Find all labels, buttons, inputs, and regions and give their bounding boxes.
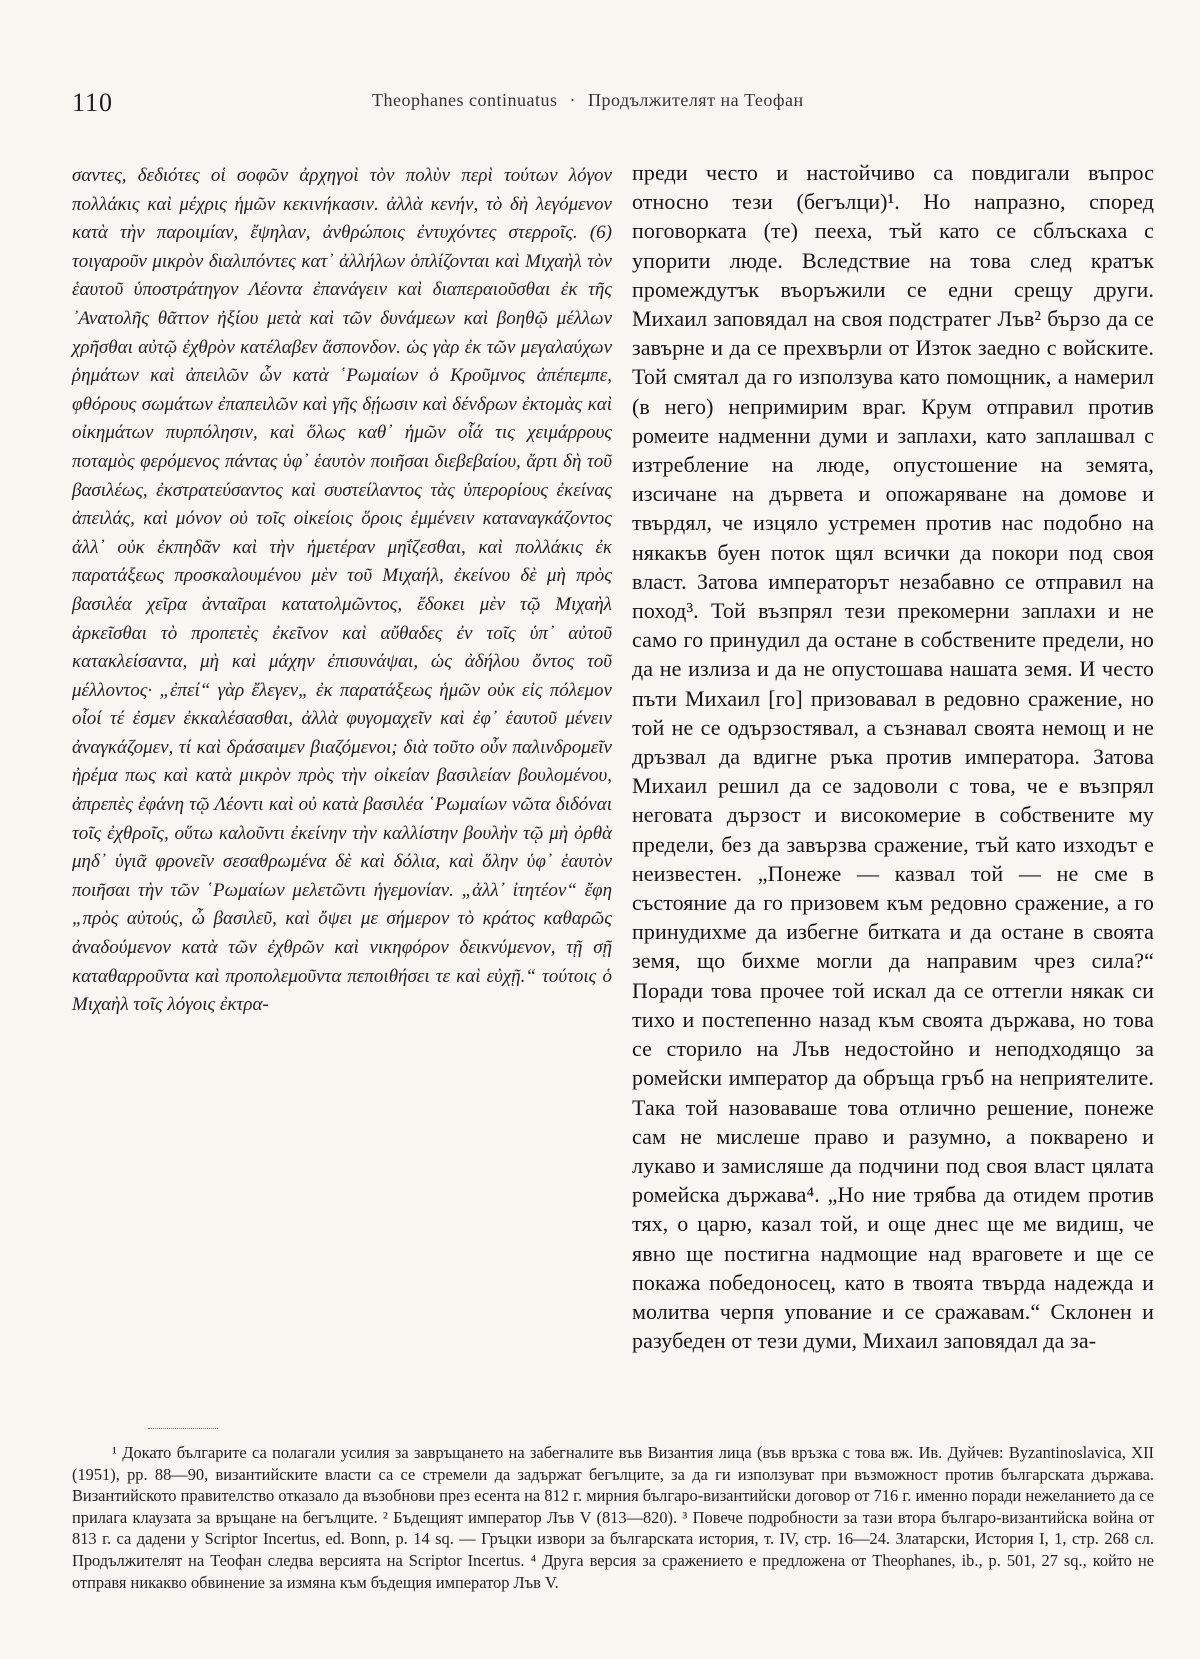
running-title-latin: Theophanes continuatus [372,90,558,110]
greek-original-column [72,162,612,1020]
footnotes-text: ¹ Докато българите са полагали усилия за завръщането на забегналите във Византия лица (във връзка с това вж. Ив. Дуйчев: Byzantinoslavica, XII (1951), pp. 88—90, византийските власти са се стремели да задържат бегълците, за да ги използуват при възможност против българската държава. Византийското правителство отказало да възобнови през есента на 812 г. мирния българо-византийски договор от 716 г. именно поради нежеланието да се прилага клаузата за връщане на бегълците. ² Бъдещият император Лъв V (813—820). ³ Повече подробности за тази втора българо-византийска война от 813 г. са дадени у Scriptor Incertus, ed. Bonn, p. 14 sq. — Гръцки извори за българската история, т. IV, стр. 16—24. Златарски, История I, 1, стр. 268 сл. Продължителят на Теофан следва версията на Scriptor Incertus. ⁴ Друга версия за сражението е предложена от Theophanes, ib., p. 501, 27 sq., който не отправя никакво обвинение за измяна към бъдещия император Лъв V. [72,1443,1154,1592]
title-separator: · [569,90,576,110]
bulgarian-translation-column [632,158,1154,1355]
greek-paragraph: σαντες, δεδιότες οἱ σοφῶν ἀρχηγοὶ τὸν πολὺν περὶ τούτων λόγον πολλάκις καὶ μέχρις ἡμῶν κεκινήκασιν. ἀλλὰ κενήν, τὸ δὴ λεγόμενον κατὰ τὴν παροιμίαν, ἔψηλαν, ἀνθρώποις ἐντυχόντες στερροῖς. (6) τοιγαροῦν μικρὸν διαλιπόντες κατ᾽ ἀλλήλων ὁπλίζονται καὶ Μιχαὴλ τὸν ἑαυτοῦ ὑποστράτηγον Λέοντα ἐπανάγειν καὶ διαπεραιοῦσθαι ἐκ τῆς ᾽Ανατολῆς θᾶττον ἠξίου μετὰ καὶ τῶν δυνάμεων καὶ βοηθῷ μέλλων χρῆσθαι αὐτῷ ἐχθρὸν κατέλαβεν ἄσπονδον. ὡς γὰρ ἐκ τῶν μεγαλαύχων ῥημάτων καὶ ἀπειλῶν ὧν κατὰ ῾Ρωμαίων ὁ Κροῦμνος ἀπέπεμπε, φθόρους σωμάτων ἐπαπειλῶν καὶ γῆς δῄωσιν καὶ δένδρων ἐκτομὰς καὶ οἰκημάτων πυρπόλησιν, καὶ ὅλως καθ᾽ ἡμῶν οἷά τις χειμάρρους ποταμὸς φερόμενος πάντας ὑφ᾽ ἑαυτὸν ποιῆσαι διεβεβαίου, ἄρτι δὴ τοῦ βασιλέως, ἐκστρατεύσαντος καὶ συστείλαντος τὰς ὑπερορίους ἐκείνας ἀπειλάς, καὶ μόνον οὐ τοῖς οἰκείοις ὅροις ἐμμένειν καταναγκάζοντος ἀλλ᾽ οὐκ ἐκπηδᾶν καὶ τὴν ἡμετέραν μηΐζεσθαι, καὶ πολλάκις ἐκ παρατάξεως προσκαλουμένου μὲν τοῦ Μιχαήλ, ἐκείνου δὲ μὴ πρὸς βασιλέα χεῖρα ἀνταῖραι κατατολμῶντος, ἔδοκει μὲν τῷ Μιχαὴλ ἀρκεῖσθαι τὸ προπετὲς ἐκεῖνον καὶ αὔθαδες ἐν τοῖς ὑπ᾽ αὐτοῦ κατακλείσαντα, μὴ καὶ μάχην ἐπισυνάψαι, ὡς ἀδήλου ὄντος τοῦ μέλλοντος· „ἐπεί“ γὰρ ἔλεγεν„ ἐκ παρατάξεως ἡμῶν οὐκ εἰς πόλεμον οἷοί τέ ἐσμεν ἐκκαλέσασθαι, ἀλλὰ φυγομαχεῖν καὶ ἐφ᾽ ἑαυτοῦ μένειν ἀναγκάζομεν, τί καὶ δράσαιμεν βιαζόμενοι; διὰ τοῦτο οὖν παλινδρομεῖν ἠρέμα πως καὶ κατὰ μικρὸν πρὸς τὴν οἰκείαν βασιλείαν βουλομένου, ἀπρεπὲς ἐφάνη τῷ Λέοντι καὶ οὐ κατὰ βασιλέα ῾Ρωμαίων νῶτα διδόναι τοῖς ἐχθροῖς, οὕτω καλοῦντι ἐκείνην τὴν καλλίστην βουλὴν τῷ μὴ ὀρθὰ μηδ᾽ ὑγιᾶ φρονεῖν σεσαθρωμένα δὲ καὶ δόλια, καὶ ὅλην ὑφ᾽ ἑαυτὸν ποιῆσαι τὴν τῶν ῾Ρωμαίων μελετῶντι ἡγεμονίαν. „ἀλλ᾽ ἰτητέον“ ἔφη „πρὸς αὐτούς, ὦ βασιλεῦ, καὶ ὄψει με σήμερον τὸ κράτος καθαρῶς ἀναδούμενον κατὰ τῶν ἐχθρῶν καὶ νικηφόρον δεικνύμενον, τῇ σῇ καταθαρροῦντα καὶ προπολεμοῦντα πεποιθήσει τε καὶ εὐχῇ.“ τούτοις ὁ Μιχαὴλ τοῖς λόγοις ἐκτρα- [72,165,612,1016]
footnotes [72,1442,1154,1593]
page-header [72,88,1140,128]
running-title [372,90,804,111]
page-number: 110 [72,88,114,117]
footnote-separator [148,1428,218,1429]
bulgarian-paragraph: преди често и настойчиво са повдигали въпрос относно тези (бегълци)¹. Но напразно, според поговорката (те) пееха, тъй като се сблъскаха с упорити люде. Вследствие на това след кратък промеждутък въоръжили се едни срещу други. Михаил заповядал на своя подстратег Лъв² бързо да се завърне и да се прехвърли от Изток заедно с войските. Той смятал да го използува като помощник, а намерил (в него) непримирим враг. Крум отправил против ромеите надменни думи и заплахи, като заплашвал с изтребление на люде, опустошение на земята, изсичане на дървета и опожаряване на домове и твърдял, че изцяло устремен против нас подобно на някакъв буен поток щял всички да покори под своя власт. Затова императорът незабавно се отправил на поход³. Той възпрял тези прекомерни заплахи и не само го принудил да остане в собствените предели, но да не излиза и да не опустошава нашата земя. И често пъти Михаил [го] призовавал в редовно сражение, но той не се одързостявал, а съзнавал своята немощ и не дръзвал да вдигне ръка против императора. Затова Михаил решил да се задоволи с това, че е възпрял неговата дързост и високомерие в собствените му предели, без да завързва сражение, тъй като изходът е неизвестен. „Понеже — казвал той — не сме в състояние да го призовем към редовно сражение, а го принудихме да избегне битката и да остане в своята земя, що бихме могли да направим чрез сила?“ Поради това прочее той искал да се оттегли някак си тихо и постепенно назад към своята държава, но това се сторило на Лъв недостойно и неподходящо за ромейски император да обръща гръб на неприятелите. Така той назоваваше това отлично решение, понеже сам не мислеше право и разумно, а покварено и лукаво и замисляше да подчини под своя власт цялата ромейска държава⁴. „Но ние трябва да отидем против тях, о царю, казал той, и още днес ще ме видиш, че явно ще постигна надмощие над враговете и ще се покажа победоносец, като в твоята твърда надежда и молитва черпя упование и се сражавам.“ Склонен и разубеден от тези думи, Михаил заповядал да за- [632,160,1154,1354]
running-title-bulgarian: Продължителят на Теофан [587,90,804,110]
